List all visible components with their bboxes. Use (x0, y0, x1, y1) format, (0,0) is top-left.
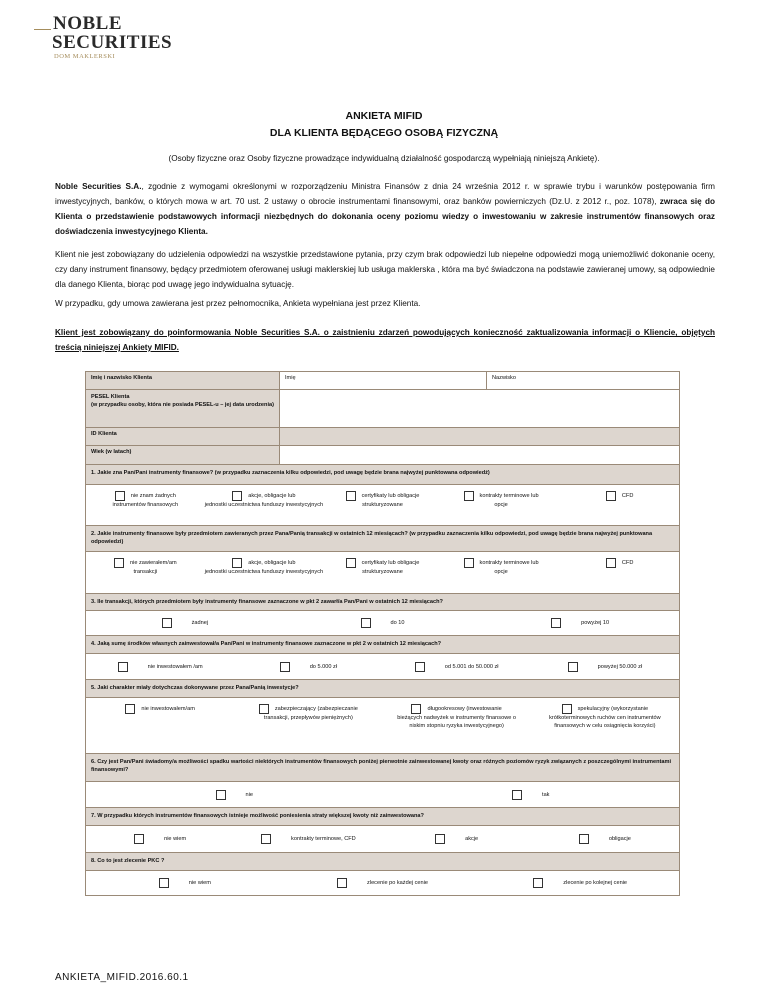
q6-text: 6. Czy jest Pan/Pani świadomy/a możliwości spadku wartości niektórych instrumentów finansowych poniżej pierwotnie zainwestowanej kwoty oraz różnych poziomów ryzyk związanych z poszczególnymi instrumentami finansowymi? (86, 754, 679, 781)
proxy-paragraph: W przypadku, gdy umowa zawierana jest przez pełnomocnika, Ankieta wypełniana jest przez Klienta. (55, 299, 421, 308)
checkbox[interactable] (125, 704, 135, 714)
q4-option-1[interactable]: nie inwestowałem /am (86, 654, 234, 679)
company-name: Noble Securities S.A. (55, 182, 142, 191)
id-row (86, 428, 679, 446)
intro-paragraph (55, 179, 715, 239)
logo-rule (34, 29, 51, 30)
q4-option-2[interactable]: do 5.000 zł (234, 654, 382, 679)
checkbox[interactable] (568, 662, 578, 672)
checkbox[interactable] (232, 558, 242, 568)
q4-option-4[interactable]: powyżej 50.000 zł (531, 654, 679, 679)
q1-option-1[interactable]: nie znam żadnych instrumentów finansowych (112, 493, 179, 508)
q1-option-4[interactable]: kontrakty terminowe lub opcje (442, 485, 561, 525)
q8-option-1[interactable]: nie wiem (86, 871, 284, 895)
mifid-form (85, 371, 680, 896)
q1-text: 1. Jakie zna Pan/Pani instrumenty finansowe? (w przypadku zaznaczenia kilku odpowiedzi, pod uwagę będzie brana najwyżej punktowana odpowiedź) (86, 465, 679, 484)
pesel-label: PESEL Klienta (w przypadku osoby, która nie posiada PESEL-u – jej data urodzenia) (86, 390, 279, 427)
q2-option-4[interactable]: kontrakty terminowe lub opcje (442, 552, 561, 593)
q5-option-4[interactable]: spekulacyjny (wykorzystanie krótkoterminowych ruchów cen instrumentów finansowych w celu osiągnięcia korzyści) (549, 706, 661, 729)
checkbox[interactable] (118, 662, 128, 672)
q4-options (86, 654, 679, 680)
q1-option-3[interactable]: certyfikaty lub obligacje strukturyzowane (323, 485, 442, 525)
q3-option-2[interactable]: do 10 (284, 611, 482, 635)
q4-option-3[interactable]: od 5.001 do 50.000 zł (383, 654, 531, 679)
checkbox[interactable] (261, 834, 271, 844)
obligation-paragraph: Klient nie jest zobowiązany do udzielenia odpowiedzi na wszystkie przedstawione pytania, przy czym brak odpowiedzi lub niepełne odpowiedzi mogą uniemożliwić dokonanie oceny, czy dany instrument finansowy, będący przedmiotem oferowanej usługi maklerskiej lub usługa maklerska , która ma być świadczona na podstawie zawieranej umowy, są odpowiednie dla danego Klienta, biorąc pod uwagę jego indywidualna sytuację. (55, 250, 715, 289)
checkbox[interactable] (512, 790, 522, 800)
logo-line3: DOM MAKLERSKI (54, 53, 116, 60)
q7-text: 7. W przypadku których instrumentów finansowych istnieje możliwość poniesienia straty większej kwoty niż zainwestowana? (86, 808, 679, 825)
name-label: Imię i nazwisko Klienta (86, 372, 279, 389)
q5-option-3[interactable]: długookresowy (inwestowanie bieżących nadwyżek w instrumenty finansowe o niskim stopniu ryzyka inwestycyjnego) (397, 706, 517, 729)
intro-text: , zgodnie z wymogami określonymi w rozporządzeniu Ministra Finansów z dnia 24 września 2012 r. w sprawie trybu i warunków postępowania firm inwestycyjnych, banków, o których mowa w art. 70 ust. 2 ustawy o obrocie instrumentami finansowymi, oraz banków powierniczych (Dz.U. z 2012 r., poz. 1078), (55, 182, 715, 206)
checkbox[interactable] (464, 558, 474, 568)
q7-option-2[interactable]: kontrakty terminowe, CFD (234, 826, 382, 852)
q8-option-3[interactable]: zlecenie po kolejnej cenie (481, 871, 679, 895)
checkbox[interactable] (464, 491, 474, 501)
age-field[interactable] (279, 446, 679, 464)
checkbox[interactable] (533, 878, 543, 888)
checkbox[interactable] (411, 704, 421, 714)
q3-option-3[interactable]: powyżej 10 (481, 611, 679, 635)
document-title: ANKIETA MIFID (345, 110, 423, 122)
name-row (86, 372, 679, 390)
checkbox[interactable] (114, 558, 124, 568)
last-name-field[interactable] (486, 372, 679, 389)
q2-option-1[interactable]: nie zawierałem/am transakcji (86, 552, 205, 593)
q6-header (86, 754, 679, 782)
checkbox[interactable] (606, 491, 616, 501)
q7-option-1[interactable]: nie wiem (86, 826, 234, 852)
q7-header (86, 808, 679, 826)
checkbox[interactable] (259, 704, 269, 714)
checkbox[interactable] (551, 618, 561, 628)
last-name-label: Nazwisko (492, 375, 516, 381)
pesel-row (86, 390, 679, 428)
q3-header (86, 594, 679, 611)
q5-text: 5. Jaki charakter miały dotychczas dokonywane przez Pana/Panią inwestycje? (86, 680, 679, 697)
q3-option-1[interactable]: żadnej (86, 611, 284, 635)
q5-options (86, 698, 679, 754)
q6-options (86, 782, 679, 808)
pesel-field[interactable] (279, 390, 679, 427)
id-label: ID Klienta (86, 428, 279, 445)
checkbox[interactable] (346, 558, 356, 568)
checkbox[interactable] (562, 704, 572, 714)
q6-option-2[interactable]: tak (383, 782, 680, 807)
checkbox[interactable] (579, 834, 589, 844)
q2-option-2[interactable]: akcje, obligacje lub jednostki uczestnictwa funduszy inwestycyjnych (204, 560, 324, 575)
q4-header (86, 636, 679, 654)
logo (34, 14, 184, 64)
q4-text: 4. Jaką sumę środków własnych zainwestował/a Pan/Pani w instrumenty finansowe zaznaczone w pkt 2 w ostatnich 12 miesiącach? (86, 636, 679, 653)
checkbox[interactable] (435, 834, 445, 844)
q7-option-3[interactable]: akcje (383, 826, 531, 852)
q7-options (86, 826, 679, 853)
q2-option-5[interactable]: CFD (560, 552, 679, 593)
checkbox[interactable] (216, 790, 226, 800)
logo-line1: NOBLE (53, 13, 123, 34)
document-code: ANKIETA_MIFID.2016.60.1 (55, 972, 189, 983)
first-name-field[interactable] (279, 372, 486, 389)
checkbox[interactable] (346, 491, 356, 501)
age-row (86, 446, 679, 465)
checkbox[interactable] (159, 878, 169, 888)
logo-line2: SECURITIES (52, 32, 173, 53)
checkbox[interactable] (415, 662, 425, 672)
q1-option-5[interactable]: CFD (560, 485, 679, 525)
q2-header (86, 526, 679, 552)
q8-options (86, 871, 679, 895)
q5-option-2[interactable]: zabezpieczający (zabezpieczanie transakcji, przepływów pieniężnych) (234, 698, 382, 753)
q1-header (86, 465, 679, 485)
age-label: Wiek (w latach) (86, 446, 279, 464)
q2-text: 2. Jakie instrumenty finansowe były przedmiotem zawieranych przez Pana/Panią transakcji w ostatnich 12 miesiącach? (w przypadku zaznaczenia kilku odpowiedzi, pod uwagę będzie brana najwyżej punktowana odpowiedzi) (86, 526, 679, 551)
checkbox[interactable] (280, 662, 290, 672)
q2-option-3[interactable]: certyfikaty lub obligacje strukturyzowane (323, 552, 442, 593)
q3-options (86, 611, 679, 636)
checkbox[interactable] (361, 618, 371, 628)
q3-text: 3. Ile transakcji, których przedmiotem były instrumenty finansowe zaznaczone w pkt 2 zawarł/a Pan/Pani w ostatnich 12 miesiącach? (86, 594, 679, 610)
intro-request: zwraca się do Klienta o przedstawienie podstawowych informacji niezbędnych do dokonania oceny poziomu wiedzy o inwestowaniu w zakresie instrumentów finansowych oraz doświadczenia inwestycyjnego Klienta. (55, 197, 715, 236)
checkbox[interactable] (115, 491, 125, 501)
checkbox[interactable] (162, 618, 172, 628)
checkbox[interactable] (337, 878, 347, 888)
q1-options (86, 485, 679, 526)
q2-options (86, 552, 679, 594)
update-notice: Klient jest zobowiązany do poinformowania Noble Securities S.A. o zaistnieniu zdarzeń powodujących konieczność zaktualizowania informacji o Kliencie, objętych treścią niniejszej Ankiety MIFID. (55, 328, 715, 352)
checkbox[interactable] (134, 834, 144, 844)
q8-header (86, 853, 679, 871)
q5-option-1[interactable]: nie inwestowałem/am (86, 698, 234, 753)
q8-option-2[interactable]: zlecenie po każdej cenie (284, 871, 482, 895)
subtitle-note: (Osoby fizyczne oraz Osoby fizyczne prowadzące indywidualną działalność gospodarczą wypełniają niniejszą Ankietę). (168, 154, 600, 163)
first-name-label: Imię (285, 375, 296, 381)
document-subtitle-heading: DLA KLIENTA BĘDĄCEGO OSOBĄ FIZYCZNĄ (269, 127, 499, 139)
q6-option-1[interactable]: nie (86, 782, 383, 807)
q5-header (86, 680, 679, 698)
q1-option-2[interactable]: akcje, obligacje lub jednostki uczestnictwa funduszy inwestycyjnych (204, 493, 324, 508)
checkbox[interactable] (232, 491, 242, 501)
checkbox[interactable] (606, 558, 616, 568)
id-field[interactable] (279, 428, 679, 445)
q7-option-4[interactable]: obligacje (531, 826, 679, 852)
q8-text: 8. Co to jest zlecenie PKC ? (86, 853, 679, 870)
